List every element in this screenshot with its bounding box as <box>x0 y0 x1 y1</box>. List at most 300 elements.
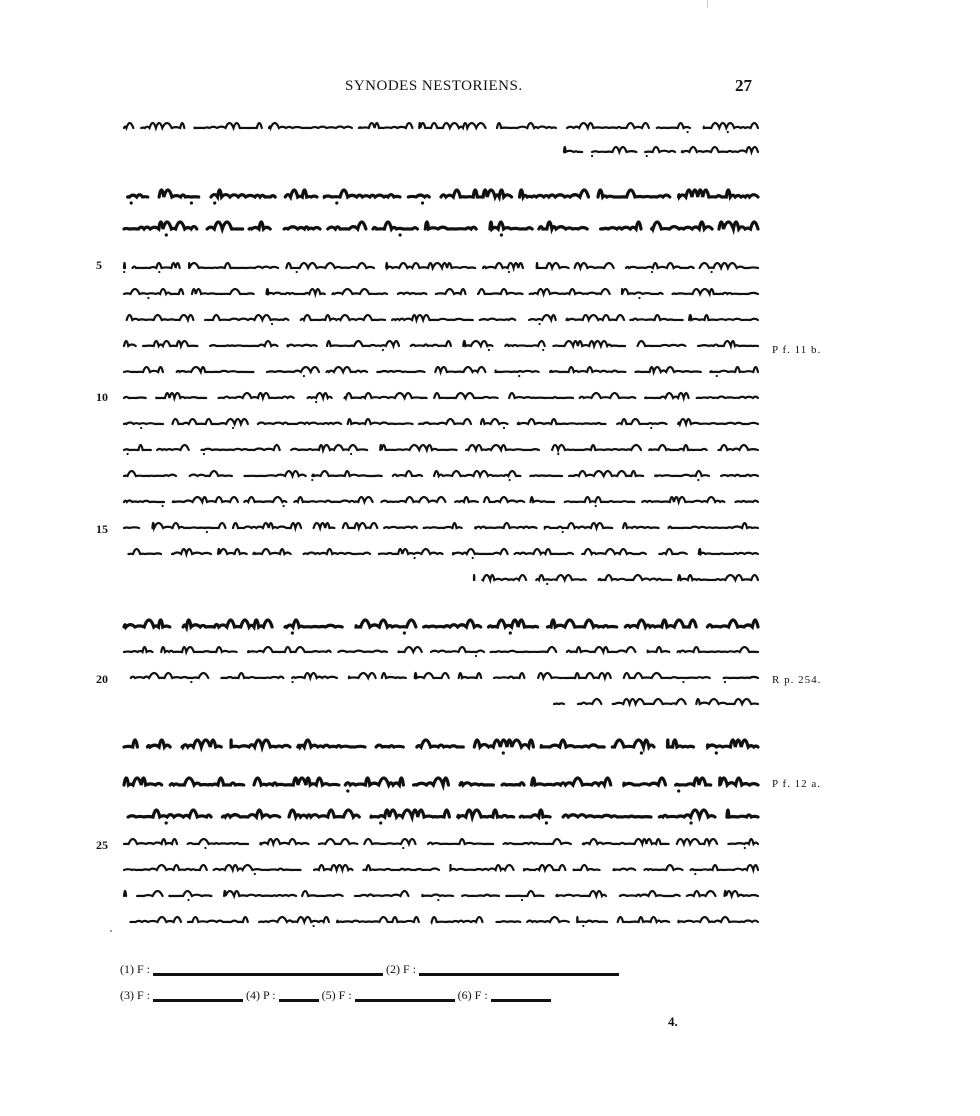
gathering-signature: 4. <box>668 1014 678 1029</box>
syriac-diacritic <box>727 131 729 133</box>
syriac-line-23 <box>120 768 760 794</box>
syriac-word <box>417 740 464 747</box>
syriac-word <box>124 778 162 785</box>
syriac-word <box>124 527 139 528</box>
top-edge-mark <box>707 0 708 8</box>
syriac-word <box>172 549 211 554</box>
syriac-word <box>298 740 365 747</box>
syriac-word <box>381 497 445 502</box>
syriac-diacritic <box>271 323 273 325</box>
syriac-diacritic <box>402 847 404 849</box>
syriac-word <box>496 921 520 922</box>
syriac-word <box>244 497 286 502</box>
syriac-word <box>678 419 758 424</box>
syriac-diacritic <box>509 631 512 634</box>
syriac-word <box>291 445 367 450</box>
page-number: 27 <box>735 76 752 95</box>
line-number-10: 10 <box>96 390 108 404</box>
syriac-diacritic <box>509 479 511 481</box>
syriac-word <box>221 673 283 678</box>
running-title: SYNODES NESTORIENS. <box>345 78 523 94</box>
syriac-word <box>569 471 643 476</box>
syriac-word <box>124 620 170 627</box>
fn-syriac-3 <box>153 991 243 1002</box>
syriac-word <box>124 423 163 424</box>
syriac-word <box>548 620 617 627</box>
syriac-word <box>659 549 687 554</box>
syriac-diacritic <box>213 201 216 204</box>
syriac-word <box>719 222 758 229</box>
fn-syriac-1 <box>153 965 383 976</box>
syriac-word <box>431 647 484 652</box>
syriac-diacritic <box>502 751 505 754</box>
syriac-word <box>124 740 137 747</box>
syriac-line-10 <box>120 386 760 404</box>
syriac-word <box>214 865 301 870</box>
syriac-diacritic <box>254 873 256 875</box>
margin-dot <box>110 930 112 932</box>
syriac-word <box>124 222 197 229</box>
syriac-word <box>679 190 758 197</box>
syriac-word <box>710 367 758 372</box>
syriac-line-3 <box>120 180 760 206</box>
syriac-word <box>556 891 606 896</box>
syriac-word <box>505 341 545 346</box>
syriac-diacritic <box>158 271 160 273</box>
fn-marker-5: (5) <box>321 988 336 1002</box>
syriac-diacritic <box>346 789 349 792</box>
syriac-word <box>580 393 636 398</box>
fn-siglum-1: F : <box>137 962 151 976</box>
syriac-word <box>509 393 573 398</box>
syriac-diacritic <box>542 349 544 351</box>
line-number-25: 25 <box>96 838 108 852</box>
syriac-diacritic <box>697 479 699 481</box>
syriac-diacritic <box>640 751 643 754</box>
syriac-diacritic <box>127 453 129 455</box>
syriac-diacritic <box>650 427 652 429</box>
syriac-diacritic <box>315 401 317 403</box>
syriac-word <box>484 497 524 502</box>
syriac-word <box>617 419 666 424</box>
syriac-word <box>613 869 635 870</box>
syriac-line-4 <box>120 212 760 238</box>
syriac-word <box>260 839 308 844</box>
margin-ref-r-254: R p. 254. <box>772 674 822 686</box>
syriac-diacritic <box>500 233 503 236</box>
syriac-word <box>644 865 682 870</box>
syriac-word <box>645 393 689 398</box>
syriac-line-1 <box>120 116 760 134</box>
syriac-word <box>707 620 758 627</box>
syriac-word <box>425 222 476 229</box>
syriac-word <box>254 778 339 785</box>
syriac-line-5 <box>120 256 760 274</box>
syriac-word <box>371 810 449 817</box>
syriac-word <box>721 475 758 476</box>
syriac-diacritic <box>421 201 424 204</box>
syriac-word <box>642 497 724 502</box>
fn-marker-2: (2) <box>386 962 401 976</box>
syriac-word <box>532 778 611 785</box>
syriac-word <box>648 647 670 652</box>
syriac-word <box>337 917 419 922</box>
syriac-word <box>294 497 372 502</box>
syriac-word <box>622 289 663 294</box>
syriac-word <box>222 810 279 817</box>
syriac-word <box>124 839 177 844</box>
syriac-word <box>565 497 635 502</box>
syriac-word <box>156 393 206 398</box>
syriac-word <box>537 263 569 268</box>
syriac-word <box>398 293 427 294</box>
syriac-word <box>583 839 669 844</box>
margin-ref-p-12a: P f. 12 a. <box>772 778 822 790</box>
syriac-word <box>735 501 758 502</box>
fn-siglum-3: F : <box>137 988 151 1002</box>
syriac-word <box>386 263 475 268</box>
syriac-word <box>567 123 649 128</box>
syriac-diacritic <box>591 155 593 157</box>
syriac-line-7 <box>120 308 760 326</box>
syriac-word <box>698 341 758 346</box>
syriac-word <box>248 647 331 652</box>
syriac-word <box>630 315 682 320</box>
syriac-word <box>625 620 696 627</box>
syriac-word <box>127 315 194 320</box>
syriac-word <box>287 345 316 346</box>
syriac-word <box>491 647 557 652</box>
syriac-word <box>189 263 278 268</box>
syriac-diacritic <box>651 271 653 273</box>
syriac-word <box>411 341 451 346</box>
syriac-line-6 <box>120 282 760 300</box>
syriac-word <box>725 891 759 896</box>
syriac-word <box>530 475 562 476</box>
syriac-diacritic <box>291 631 294 634</box>
syriac-word <box>536 575 586 580</box>
syriac-line-22 <box>120 730 760 756</box>
syriac-word <box>124 647 153 652</box>
fn-siglum-5: F : <box>338 988 352 1002</box>
syriac-line-2 <box>560 140 760 158</box>
fn-syriac-4 <box>279 991 319 1002</box>
syriac-word <box>626 263 694 268</box>
syriac-word <box>458 810 514 817</box>
syriac-word <box>552 445 641 450</box>
syriac-word <box>312 471 381 476</box>
syriac-word <box>345 393 427 398</box>
syriac-word <box>143 341 197 346</box>
syriac-word <box>218 549 247 554</box>
line-number-20: 20 <box>96 672 108 686</box>
syriac-word <box>392 315 473 320</box>
syriac-word <box>285 620 342 627</box>
syriac-word <box>563 815 651 817</box>
syriac-word <box>245 471 306 476</box>
syriac-word <box>424 523 462 528</box>
syriac-word <box>289 810 359 817</box>
syriac-word <box>655 471 709 476</box>
syriac-diacritic <box>147 297 149 299</box>
line-number-15: 15 <box>96 522 108 536</box>
syriac-word <box>373 222 418 229</box>
syriac-word <box>169 891 211 896</box>
syriac-diacritic <box>545 821 548 824</box>
syriac-word <box>384 527 417 528</box>
syriac-word <box>434 393 498 398</box>
syriac-diacritic <box>403 631 406 634</box>
syriac-diacritic <box>677 789 680 792</box>
syriac-diacritic <box>682 681 684 683</box>
syriac-word <box>520 190 589 197</box>
syriac-word <box>480 319 515 320</box>
syriac-word <box>314 523 335 528</box>
syriac-diacritic <box>687 131 689 133</box>
syriac-diacritic <box>399 233 402 236</box>
syriac-word <box>669 523 759 528</box>
syriac-word <box>415 673 449 678</box>
syriac-line-12 <box>120 438 760 456</box>
syriac-diacritic <box>595 505 597 507</box>
syriac-word <box>582 549 646 554</box>
syriac-diacritic <box>162 505 164 507</box>
syriac-word <box>601 222 641 229</box>
syriac-word <box>267 289 325 294</box>
syriac-line-19 <box>120 640 760 658</box>
syriac-word <box>211 190 275 197</box>
syriac-word <box>699 549 758 554</box>
syriac-word <box>285 190 317 197</box>
syriac-word <box>147 740 170 747</box>
fn-marker-4: (4) <box>246 988 261 1002</box>
syriac-word <box>332 289 387 294</box>
syriac-word <box>129 549 162 554</box>
syriac-word <box>506 891 543 896</box>
syriac-word <box>678 575 758 580</box>
syriac-word <box>700 263 758 268</box>
syriac-diacritic <box>539 323 541 325</box>
syriac-word <box>550 367 625 372</box>
syriac-word <box>434 471 520 476</box>
syriac-word <box>530 289 610 294</box>
syriac-word <box>645 147 675 152</box>
syriac-diacritic <box>165 233 168 236</box>
syriac-word <box>233 523 301 528</box>
syriac-word <box>489 620 538 627</box>
syriac-word <box>436 289 466 294</box>
syriac-word <box>284 227 320 229</box>
syriac-word <box>520 810 550 817</box>
syriac-word <box>515 549 574 554</box>
syriac-word <box>124 341 136 346</box>
syriac-word <box>689 315 758 320</box>
syriac-word <box>676 778 711 785</box>
syriac-word <box>649 445 707 450</box>
syriac-line-24 <box>120 800 760 826</box>
syriac-word <box>379 549 443 554</box>
syriac-line-26 <box>120 858 760 876</box>
syriac-word <box>708 740 759 747</box>
line-number-5: 5 <box>96 258 102 272</box>
syriac-word <box>687 891 716 896</box>
syriac-word <box>453 549 508 554</box>
fn-marker-1: (1) <box>120 962 134 976</box>
fn-marker-6: (6) <box>457 988 472 1002</box>
syriac-diacritic <box>296 271 298 273</box>
syriac-diacritic <box>379 821 382 824</box>
syriac-word <box>304 549 371 554</box>
syriac-line-11 <box>120 412 760 430</box>
syriac-word <box>269 123 352 128</box>
syriac-diacritic <box>437 899 439 901</box>
syriac-diacritic <box>204 847 206 849</box>
footnote-line-2 <box>120 988 551 1003</box>
syriac-word <box>192 289 254 294</box>
syriac-word <box>502 783 524 785</box>
syriac-diacritic <box>335 201 338 204</box>
syriac-word <box>258 423 341 424</box>
syriac-word <box>424 620 481 627</box>
syriac-word <box>578 699 602 704</box>
syriac-word <box>345 778 403 785</box>
syriac-word <box>623 523 659 528</box>
syriac-word <box>541 740 604 747</box>
syriac-word <box>435 367 485 372</box>
syriac-diacritic <box>715 751 718 754</box>
syriac-word <box>130 917 181 922</box>
syriac-diacritic <box>283 505 285 507</box>
syriac-word <box>724 677 758 678</box>
syriac-diacritic <box>382 349 384 351</box>
syriac-word <box>128 810 211 817</box>
syriac-word <box>481 419 508 424</box>
syriac-word <box>704 123 758 128</box>
syriac-word <box>696 699 758 704</box>
syriac-word <box>531 497 555 502</box>
syriac-diacritic <box>311 479 313 481</box>
syriac-diacritic <box>646 155 648 157</box>
syriac-word <box>613 699 686 704</box>
syriac-diacritic <box>130 201 133 204</box>
syriac-word <box>478 289 523 294</box>
syriac-diacritic <box>716 375 718 377</box>
syriac-line-14 <box>120 490 760 508</box>
syriac-word <box>286 263 374 268</box>
syriac-line-8 <box>120 334 760 352</box>
syriac-word <box>575 263 614 268</box>
syriac-diacritic <box>546 583 548 585</box>
syriac-word <box>474 740 533 747</box>
syriac-word <box>598 190 670 197</box>
fn-siglum-2: F : <box>403 962 417 976</box>
syriac-word <box>697 397 758 398</box>
syriac-word <box>592 147 636 152</box>
syriac-line-16 <box>120 542 760 560</box>
syriac-word <box>363 865 439 870</box>
syriac-word <box>173 497 238 502</box>
syriac-word <box>554 703 564 704</box>
syriac-word <box>463 341 492 346</box>
syriac-diacritic <box>206 531 208 533</box>
syriac-diacritic <box>350 453 352 455</box>
syriac-word <box>490 222 532 229</box>
syriac-word <box>566 315 624 320</box>
syriac-word <box>159 190 199 197</box>
syriac-word <box>504 839 571 844</box>
syriac-diacritic <box>521 899 523 901</box>
syriac-word <box>529 315 556 320</box>
syriac-word <box>259 917 329 922</box>
syriac-line-28 <box>120 910 760 928</box>
syriac-line-21 <box>550 692 760 710</box>
syriac-word <box>414 778 449 785</box>
syriac-word <box>673 289 759 294</box>
syriac-word <box>124 865 207 870</box>
syriac-diacritic <box>690 821 693 824</box>
syriac-word <box>267 367 319 372</box>
syriac-word <box>599 575 672 580</box>
syriac-word <box>324 190 400 197</box>
syriac-word <box>301 315 385 320</box>
syriac-word <box>183 620 272 627</box>
syriac-diacritic <box>711 271 713 273</box>
syriac-diacritic <box>313 925 315 927</box>
syriac-word <box>393 471 422 476</box>
syriac-diacritic <box>292 681 294 683</box>
syriac-diacritic <box>190 681 192 683</box>
syriac-diacritic <box>518 375 520 377</box>
syriac-word <box>677 839 717 844</box>
syriac-diacritic <box>165 821 168 824</box>
syriac-line-20 <box>120 666 760 684</box>
syriac-word <box>170 778 244 785</box>
syriac-word <box>124 367 163 372</box>
syriac-word <box>327 341 399 346</box>
syriac-diacritic <box>724 681 726 683</box>
syriac-word <box>356 620 416 627</box>
fn-siglum-4: P : <box>263 988 276 1002</box>
syriac-word <box>539 222 587 229</box>
syriac-word <box>399 647 422 652</box>
syriac-word <box>380 445 456 450</box>
syriac-word <box>253 549 290 554</box>
syriac-line-9 <box>120 360 760 378</box>
syriac-word <box>466 445 539 450</box>
syriac-word <box>190 471 232 476</box>
syriac-word <box>202 445 280 450</box>
syriac-word <box>691 865 758 870</box>
syriac-word <box>188 839 249 844</box>
syriac-diacritic <box>488 349 490 351</box>
syriac-word <box>308 393 332 398</box>
syriac-word <box>205 315 288 320</box>
syriac-diacritic <box>190 201 193 204</box>
fn-syriac-6 <box>491 991 551 1002</box>
syriac-word <box>422 895 453 896</box>
syriac-diacritic <box>123 271 125 273</box>
syriac-word <box>124 289 183 294</box>
syriac-word <box>124 501 164 503</box>
syriac-word <box>678 647 759 652</box>
syriac-word <box>659 810 715 817</box>
syriac-word <box>131 673 209 678</box>
syriac-word <box>567 647 636 652</box>
syriac-word <box>219 393 294 398</box>
syriac-word <box>657 123 690 128</box>
syriac-word <box>328 222 366 229</box>
syriac-word <box>152 523 225 528</box>
